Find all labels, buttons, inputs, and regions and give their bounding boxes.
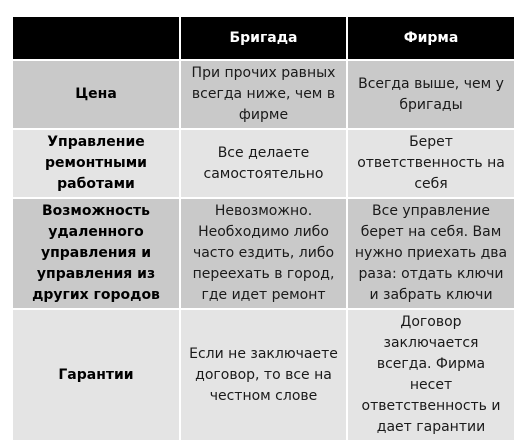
table-row [12, 129, 515, 198]
cell-brigade-remote: Невозможно. Необходимо либо часто ездить, либо переехать в город, где идет ремонт [180, 198, 347, 309]
header-brigade: Бригада [180, 16, 347, 60]
cell-firm-management: Берет ответственность на себя [347, 129, 515, 198]
header-row [12, 16, 515, 60]
row-label-management: Управление ремонтными работами [12, 129, 180, 198]
table-row [12, 198, 515, 309]
comparison-table [11, 15, 516, 442]
row-label-guarantees: Гарантии [12, 309, 180, 441]
cell-firm-guarantees: Договор заключается всегда. Фирма несет ответственность и дает гарантии [347, 309, 515, 441]
cell-brigade-guarantees: Если не заключаете договор, то все на честном слове [180, 309, 347, 441]
table-row [12, 309, 515, 441]
header-firm: Фирма [347, 16, 515, 60]
cell-brigade-management: Все делаете самостоятельно [180, 129, 347, 198]
header-blank-cell [12, 16, 180, 60]
cell-firm-price: Всегда выше, чем у бригады [347, 60, 515, 129]
comparison-table-container [11, 15, 514, 442]
cell-brigade-price: При прочих равных всегда ниже, чем в фирме [180, 60, 347, 129]
cell-firm-remote: Все управление берет на себя. Вам нужно приехать два раза: отдать ключи и забрать ключи [347, 198, 515, 309]
row-label-remote: Возможность удаленного управления и управления из других городов [12, 198, 180, 309]
row-label-price: Цена [12, 60, 180, 129]
table-row [12, 60, 515, 129]
